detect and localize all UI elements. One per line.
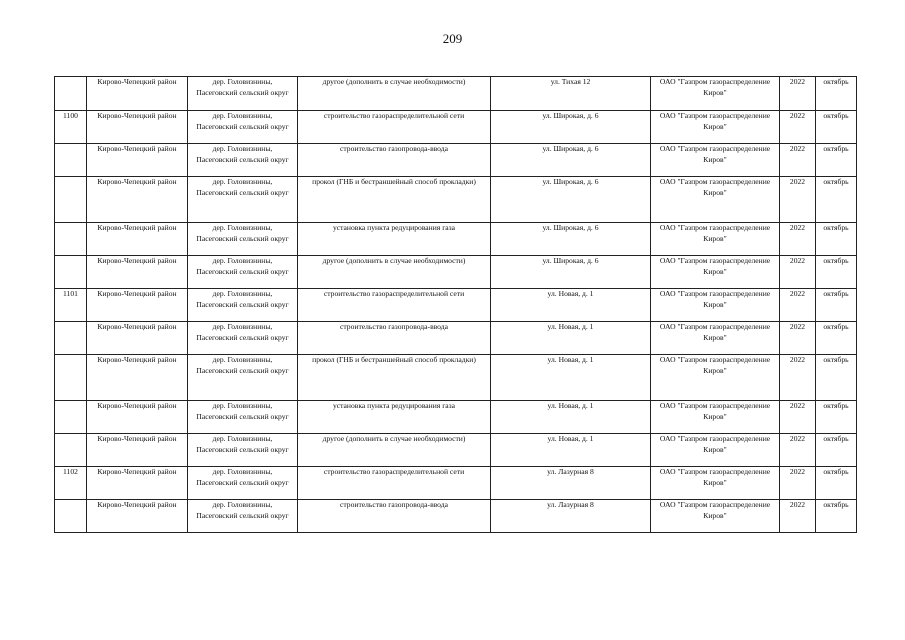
month-cell	[816, 401, 857, 434]
address-cell	[491, 77, 651, 111]
organization-cell	[651, 177, 780, 223]
month-cell	[816, 223, 857, 256]
work-type-cell	[298, 355, 491, 401]
settlement-cell-text: дер. Головизнины,	[212, 223, 273, 232]
organization-cell	[651, 401, 780, 434]
settlement-cell-text: Пасеговский сельский округ	[196, 411, 289, 421]
settlement-cell-text: Пасеговский сельский округ	[196, 365, 289, 375]
work-type-cell	[298, 144, 491, 177]
organization-cell-text: ОАО "Газпром газораспределение	[659, 223, 771, 232]
table-row	[55, 177, 857, 223]
row-number	[55, 401, 87, 434]
row-number	[55, 289, 87, 322]
address-cell	[491, 467, 651, 500]
month-cell-text: октябрь	[823, 111, 849, 120]
district-cell-text: Кирово-Чепецкий район	[97, 223, 177, 232]
month-cell	[816, 111, 857, 144]
organization-cell	[651, 223, 780, 256]
settlement-cell-text: дер. Головизнины,	[212, 434, 273, 443]
table-row	[55, 223, 857, 256]
organization-cell-text: ОАО "Газпром газораспределение	[659, 434, 771, 443]
month-cell	[816, 256, 857, 289]
row-number	[55, 256, 87, 289]
settlement-cell-text: дер. Головизнины,	[212, 144, 273, 153]
district-cell	[87, 289, 188, 322]
row-number	[55, 322, 87, 355]
address-cell	[491, 434, 651, 467]
address-cell	[491, 111, 651, 144]
address-cell-text: ул. Тихая 12	[550, 77, 591, 86]
year-cell-text: 2022	[789, 322, 806, 331]
district-cell	[87, 177, 188, 223]
month-cell-text: октябрь	[823, 289, 849, 298]
settlement-cell-text: Пасеговский сельский округ	[196, 154, 289, 164]
district-cell-text: Кирово-Чепецкий район	[97, 77, 177, 86]
organization-cell-text: ОАО "Газпром газораспределение	[659, 401, 771, 410]
district-cell	[87, 223, 188, 256]
settlement-cell	[188, 401, 298, 434]
row-number	[55, 500, 87, 533]
table-row	[55, 434, 857, 467]
month-cell	[816, 77, 857, 111]
settlement-cell	[188, 144, 298, 177]
year-cell-text: 2022	[789, 467, 806, 476]
organization-cell	[651, 322, 780, 355]
organization-cell-text: ОАО "Газпром газораспределение	[659, 111, 771, 120]
address-cell-text: ул. Широкая, д. 6	[542, 111, 599, 120]
work-type-cell	[298, 223, 491, 256]
organization-cell-text: Киров"	[703, 444, 727, 454]
organization-cell	[651, 289, 780, 322]
table-body	[55, 77, 857, 533]
settlement-cell	[188, 77, 298, 111]
address-cell	[491, 223, 651, 256]
work-type-cell	[298, 467, 491, 500]
work-type-cell-text: другое (дополнить в случае необходимости)	[322, 77, 466, 86]
work-type-cell-text: строительство газораспределительной сети	[323, 111, 465, 120]
district-cell-text: Кирово-Чепецкий район	[97, 144, 177, 153]
address-cell	[491, 500, 651, 533]
month-cell	[816, 144, 857, 177]
table-row	[55, 111, 857, 144]
settlement-cell-text: Пасеговский сельский округ	[196, 299, 289, 309]
month-cell	[816, 467, 857, 500]
year-cell-text: 2022	[789, 77, 806, 86]
year-cell	[780, 434, 816, 467]
settlement-cell-text: дер. Головизнины,	[212, 322, 273, 331]
page-number: 209	[442, 31, 463, 46]
address-cell	[491, 144, 651, 177]
address-cell-text: ул. Широкая, д. 6	[542, 177, 599, 186]
district-cell	[87, 144, 188, 177]
month-cell-text: октябрь	[823, 256, 849, 265]
table-row	[55, 500, 857, 533]
address-cell-text: ул. Новая, д. 1	[547, 401, 594, 410]
work-type-cell	[298, 111, 491, 144]
settlement-cell	[188, 111, 298, 144]
year-cell	[780, 77, 816, 111]
row-number	[55, 77, 87, 111]
work-type-cell	[298, 289, 491, 322]
year-cell-text: 2022	[789, 111, 806, 120]
row-number	[55, 111, 87, 144]
district-cell	[87, 111, 188, 144]
month-cell-text: октябрь	[823, 177, 849, 186]
row-number	[55, 144, 87, 177]
organization-cell	[651, 77, 780, 111]
district-cell-text: Кирово-Чепецкий район	[97, 322, 177, 331]
table-row	[55, 401, 857, 434]
organization-cell	[651, 434, 780, 467]
address-cell	[491, 355, 651, 401]
settlement-cell-text: дер. Головизнины,	[212, 355, 273, 364]
row-number-text: 1102	[63, 467, 78, 476]
district-cell-text: Кирово-Чепецкий район	[97, 111, 177, 120]
month-cell	[816, 322, 857, 355]
organization-cell-text: Киров"	[703, 121, 727, 131]
month-cell-text: октябрь	[823, 467, 849, 476]
month-cell	[816, 500, 857, 533]
work-type-cell-text: другое (дополнить в случае необходимости)	[322, 256, 466, 265]
organization-cell-text: ОАО "Газпром газораспределение	[659, 355, 771, 364]
address-cell-text: ул. Широкая, д. 6	[542, 144, 599, 153]
settlement-cell	[188, 467, 298, 500]
settlement-cell-text: дер. Головизнины,	[212, 256, 273, 265]
work-type-cell	[298, 177, 491, 223]
month-cell	[816, 177, 857, 223]
settlement-cell-text: Пасеговский сельский округ	[196, 233, 289, 243]
settlement-cell-text: дер. Головизнины,	[212, 111, 273, 120]
row-number	[55, 223, 87, 256]
month-cell-text: октябрь	[823, 322, 849, 331]
organization-cell-text: Киров"	[703, 332, 727, 342]
settlement-cell-text: Пасеговский сельский округ	[196, 510, 289, 520]
district-cell-text: Кирово-Чепецкий район	[97, 434, 177, 443]
table-row	[55, 144, 857, 177]
district-cell-text: Кирово-Чепецкий район	[97, 256, 177, 265]
district-cell	[87, 434, 188, 467]
settlement-cell-text: Пасеговский сельский округ	[196, 477, 289, 487]
organization-cell-text: Киров"	[703, 477, 727, 487]
district-cell-text: Кирово-Чепецкий район	[97, 500, 177, 509]
year-cell-text: 2022	[789, 401, 806, 410]
organization-cell-text: ОАО "Газпром газораспределение	[659, 289, 771, 298]
work-type-cell-text: строительство газопровода-ввода	[340, 144, 448, 153]
address-cell-text: ул. Новая, д. 1	[547, 322, 594, 331]
month-cell	[816, 355, 857, 401]
work-type-cell-text: строительство газораспределительной сети	[323, 289, 465, 298]
settlement-cell-text: Пасеговский сельский округ	[196, 332, 289, 342]
district-cell-text: Кирово-Чепецкий район	[97, 355, 177, 364]
work-type-cell	[298, 401, 491, 434]
work-type-cell	[298, 500, 491, 533]
month-cell-text: октябрь	[823, 144, 849, 153]
work-type-cell-text: установка пункта редуцирования газа	[332, 223, 456, 232]
work-type-cell	[298, 256, 491, 289]
address-cell-text: ул. Лазурная 8	[547, 467, 594, 476]
address-cell	[491, 401, 651, 434]
settlement-cell	[188, 256, 298, 289]
organization-cell-text: ОАО "Газпром газораспределение	[659, 467, 771, 476]
organization-cell-text: Киров"	[703, 154, 727, 164]
table-row	[55, 256, 857, 289]
district-cell	[87, 77, 188, 111]
district-cell	[87, 401, 188, 434]
table-row	[55, 322, 857, 355]
settlement-cell-text: дер. Головизнины,	[212, 77, 273, 86]
year-cell	[780, 289, 816, 322]
year-cell	[780, 322, 816, 355]
work-type-cell	[298, 77, 491, 111]
organization-cell	[651, 256, 780, 289]
organization-cell	[651, 467, 780, 500]
organization-cell-text: Киров"	[703, 510, 727, 520]
address-cell	[491, 256, 651, 289]
district-cell-text: Кирово-Чепецкий район	[97, 177, 177, 186]
month-cell-text: октябрь	[823, 355, 849, 364]
year-cell-text: 2022	[789, 289, 806, 298]
work-type-cell-text: прокол (ГНБ и бестраншейный способ прокладки)	[312, 355, 476, 364]
year-cell	[780, 223, 816, 256]
work-type-cell	[298, 322, 491, 355]
works-table	[54, 76, 857, 533]
district-cell	[87, 256, 188, 289]
settlement-cell-text: Пасеговский сельский округ	[196, 444, 289, 454]
district-cell-text: Кирово-Чепецкий район	[97, 401, 177, 410]
organization-cell	[651, 111, 780, 144]
organization-cell-text: Киров"	[703, 411, 727, 421]
settlement-cell	[188, 500, 298, 533]
organization-cell-text: ОАО "Газпром газораспределение	[659, 256, 771, 265]
organization-cell-text: Киров"	[703, 365, 727, 375]
table-row	[55, 355, 857, 401]
settlement-cell	[188, 322, 298, 355]
settlement-cell-text: дер. Головизнины,	[212, 289, 273, 298]
district-cell	[87, 322, 188, 355]
year-cell-text: 2022	[789, 177, 806, 186]
row-number	[55, 434, 87, 467]
month-cell-text: октябрь	[823, 401, 849, 410]
organization-cell-text: Киров"	[703, 87, 727, 97]
settlement-cell-text: Пасеговский сельский округ	[196, 87, 289, 97]
organization-cell-text: ОАО "Газпром газораспределение	[659, 177, 771, 186]
month-cell-text: октябрь	[823, 77, 849, 86]
table-row	[55, 467, 857, 500]
year-cell-text: 2022	[789, 256, 806, 265]
address-cell-text: ул. Широкая, д. 6	[542, 256, 599, 265]
settlement-cell-text: дер. Головизнины,	[212, 177, 273, 186]
year-cell	[780, 256, 816, 289]
year-cell-text: 2022	[789, 500, 806, 509]
year-cell-text: 2022	[789, 434, 806, 443]
month-cell	[816, 434, 857, 467]
district-cell	[87, 500, 188, 533]
work-type-cell-text: строительство газопровода-ввода	[340, 322, 448, 331]
work-type-cell-text: прокол (ГНБ и бестраншейный способ прокладки)	[312, 177, 476, 186]
settlement-cell-text: дер. Головизнины,	[212, 401, 273, 410]
settlement-cell-text: дер. Головизнины,	[212, 500, 273, 509]
district-cell-text: Кирово-Чепецкий район	[97, 467, 177, 476]
organization-cell-text: ОАО "Газпром газораспределение	[659, 322, 771, 331]
row-number	[55, 177, 87, 223]
settlement-cell-text: Пасеговский сельский округ	[196, 187, 289, 197]
organization-cell-text: ОАО "Газпром газораспределение	[659, 144, 771, 153]
month-cell-text: октябрь	[823, 434, 849, 443]
work-type-cell-text: строительство газопровода-ввода	[340, 500, 448, 509]
address-cell-text: ул. Новая, д. 1	[547, 289, 594, 298]
work-type-cell-text: другое (дополнить в случае необходимости)	[322, 434, 466, 443]
address-cell	[491, 177, 651, 223]
settlement-cell-text: Пасеговский сельский округ	[196, 266, 289, 276]
organization-cell	[651, 355, 780, 401]
year-cell-text: 2022	[789, 223, 806, 232]
work-type-cell-text: строительство газораспределительной сети	[323, 467, 465, 476]
settlement-cell-text: Пасеговский сельский округ	[196, 121, 289, 131]
settlement-cell	[188, 289, 298, 322]
address-cell-text: ул. Новая, д. 1	[547, 434, 594, 443]
row-number-text: 1101	[63, 289, 78, 298]
organization-cell-text: Киров"	[703, 299, 727, 309]
row-number	[55, 467, 87, 500]
year-cell	[780, 177, 816, 223]
district-cell	[87, 467, 188, 500]
district-cell	[87, 355, 188, 401]
month-cell-text: октябрь	[823, 500, 849, 509]
table-row	[55, 77, 857, 111]
table-row	[55, 289, 857, 322]
settlement-cell	[188, 177, 298, 223]
organization-cell	[651, 144, 780, 177]
settlement-cell	[188, 434, 298, 467]
organization-cell-text: Киров"	[703, 266, 727, 276]
address-cell-text: ул. Новая, д. 1	[547, 355, 594, 364]
year-cell-text: 2022	[789, 144, 806, 153]
year-cell	[780, 111, 816, 144]
work-type-cell	[298, 434, 491, 467]
district-cell-text: Кирово-Чепецкий район	[97, 289, 177, 298]
organization-cell	[651, 500, 780, 533]
settlement-cell-text: дер. Головизнины,	[212, 467, 273, 476]
address-cell	[491, 322, 651, 355]
address-cell-text: ул. Лазурная 8	[547, 500, 594, 509]
month-cell-text: октябрь	[823, 223, 849, 232]
work-type-cell-text: установка пункта редуцирования газа	[332, 401, 456, 410]
address-cell	[491, 289, 651, 322]
settlement-cell	[188, 223, 298, 256]
organization-cell-text: ОАО "Газпром газораспределение	[659, 500, 771, 509]
row-number	[55, 355, 87, 401]
year-cell	[780, 500, 816, 533]
year-cell	[780, 355, 816, 401]
address-cell-text: ул. Широкая, д. 6	[542, 223, 599, 232]
year-cell	[780, 467, 816, 500]
organization-cell-text: ОАО "Газпром газораспределение	[659, 77, 771, 86]
row-number-text: 1100	[63, 111, 78, 120]
year-cell-text: 2022	[789, 355, 806, 364]
organization-cell-text: Киров"	[703, 233, 727, 243]
year-cell	[780, 401, 816, 434]
month-cell	[816, 289, 857, 322]
organization-cell-text: Киров"	[703, 187, 727, 197]
settlement-cell	[188, 355, 298, 401]
year-cell	[780, 144, 816, 177]
